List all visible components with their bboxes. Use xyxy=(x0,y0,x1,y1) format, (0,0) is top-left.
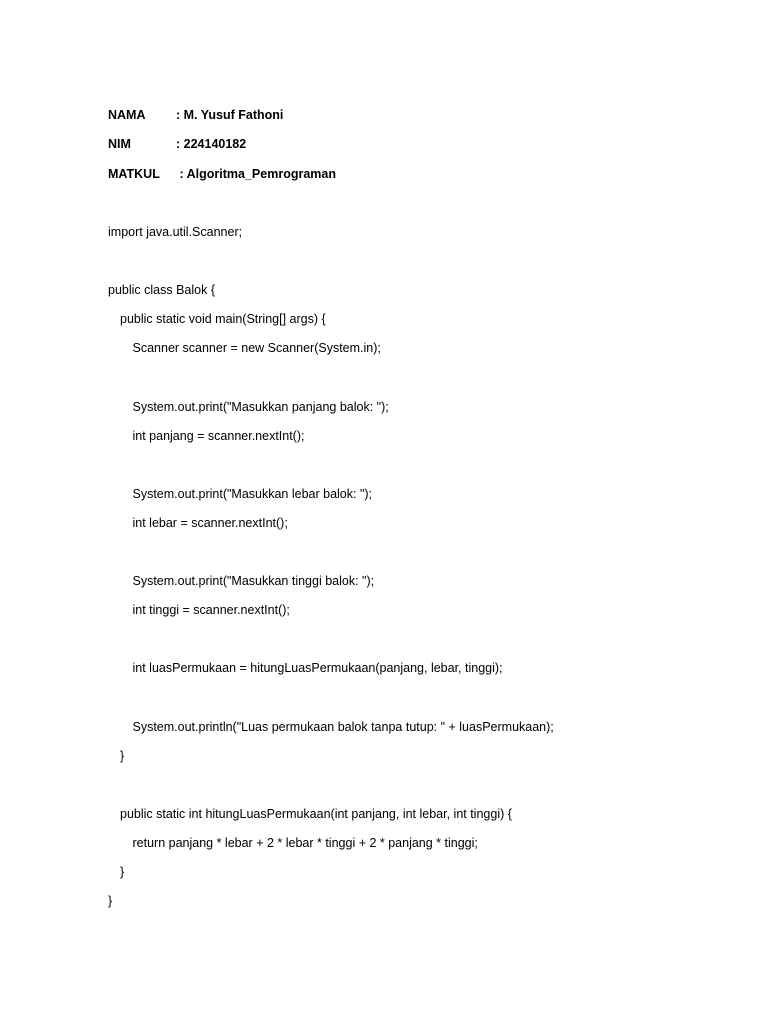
code-line: public class Balok { xyxy=(108,283,216,298)
code-line: } xyxy=(120,865,125,880)
code-line-blank xyxy=(108,630,554,659)
code-line: Scanner scanner = new Scanner(System.in); xyxy=(132,341,381,356)
code-line: int panjang = scanner.nextInt(); xyxy=(132,428,305,443)
code-line: int lebar = scanner.nextInt(); xyxy=(132,515,288,530)
header-label: MATKUL xyxy=(108,166,160,181)
code-line: System.out.print("Masukkan tinggi balok: "); xyxy=(132,574,375,589)
header-row-matkul xyxy=(108,165,336,194)
header-row-nama xyxy=(108,106,336,135)
code-line-blank xyxy=(108,368,554,397)
code-line: public static int hitungLuasPermukaan(int panjang, int lebar, int tinggi) { xyxy=(120,806,512,821)
header-value: : Algoritma_Pemrograman xyxy=(176,166,336,181)
code-line: } xyxy=(120,748,125,763)
code-line-blank xyxy=(108,456,554,485)
code-line: int luasPermukaan = hitungLuasPermukaan(panjang, lebar, tinggi); xyxy=(132,661,503,676)
header-label: NAMA xyxy=(108,108,146,122)
code-line: import java.util.Scanner; xyxy=(108,225,243,239)
header-row-nim xyxy=(108,135,336,164)
code-line: System.out.print("Masukkan lebar balok: "); xyxy=(132,486,373,501)
code-line-blank xyxy=(108,543,554,572)
code-listing xyxy=(108,223,554,921)
student-info-header xyxy=(108,106,336,194)
code-line-blank xyxy=(108,689,554,718)
code-line: public static void main(String[] args) { xyxy=(120,312,326,327)
code-line: System.out.println("Luas permukaan balok tanpa tutup: " + luasPermukaan); xyxy=(132,719,554,734)
code-line: } xyxy=(108,894,113,909)
code-line-blank xyxy=(108,252,554,281)
header-value: : M. Yusuf Fathoni xyxy=(176,108,284,122)
header-label: NIM xyxy=(108,137,131,152)
code-line: return panjang * lebar + 2 * lebar * tinggi + 2 * panjang * tinggi; xyxy=(132,835,478,850)
header-value: : 224140182 xyxy=(176,137,247,152)
code-line-blank xyxy=(108,776,554,805)
code-line: System.out.print("Masukkan panjang balok: "); xyxy=(132,399,389,414)
code-line: int tinggi = scanner.nextInt(); xyxy=(132,603,290,618)
